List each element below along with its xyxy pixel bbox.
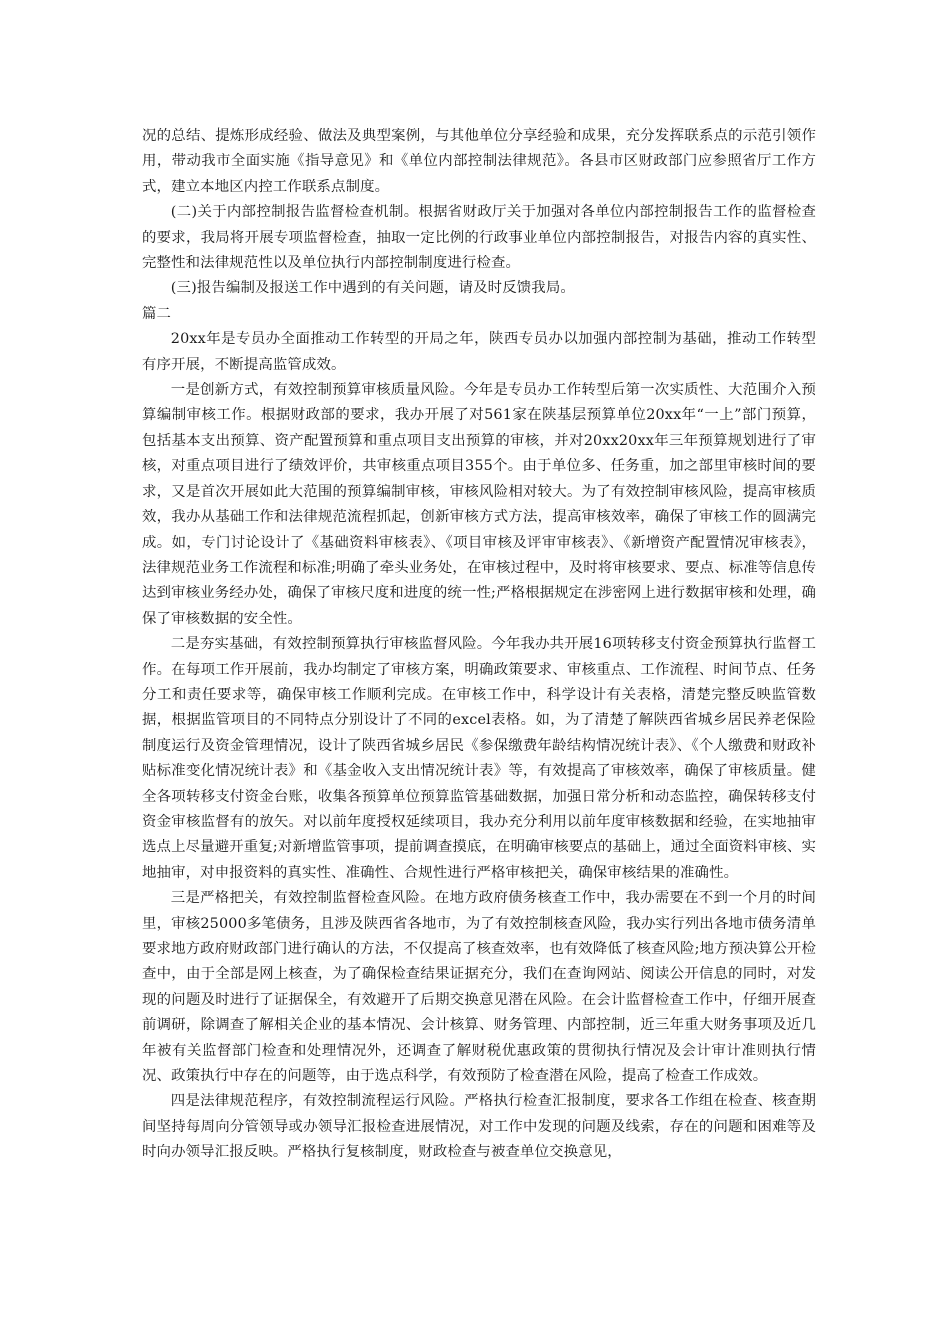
paragraph-section-intro: 20xx年是专员办全面推动工作转型的开局之年，陕西专员办以加强内部控制为基础，推动工作转型有序开展，不断提高监管成效。	[142, 331, 816, 373]
paragraph-item-two: (二)关于内部控制报告监督检查机制。根据省财政厅关于加强对各单位内部控制报告工作的监督检查的要求，我局将开展专项监督检查，抽取一定比例的行政事业单位内部控制报告，对报告内容的真实性、完整性和法律规范性以及单位执行内部控制制度进行检查。	[142, 204, 816, 272]
paragraph-intro-continuation: 况的总结、提炼形成经验、做法及典型案例，与其他单位分享经验和成果，充分发挥联系点的示范引领作用，带动我市全面实施《指导意见》和《单位内部控制法律规范》。各县市区财政部门应参照省厅工作方式，建立本地区内控工作联系点制度。	[142, 128, 816, 195]
document-body	[142, 124, 816, 1166]
paragraph-point-one: 一是创新方式，有效控制预算审核质量风险。今年是专员办工作转型后第一次实质性、大范围介入预算编制审核工作。根据财政部的要求，我办开展了对561家在陕基层预算单位20xx年“一上”部门预算，包括基本支出预算、资产配置预算和重点项目支出预算的审核，并对20xx20xx年三年预算规划进行了审核，对重点项目进行了绩效评价，共审核重点项目355个。由于单位多、任务重，加之部里审核时间的要求，又是首次开展如此大范围的预算编制审核，审核风险相对较大。为了有效控制审核风险，提高审核质效，我办从基础工作和法律规范流程抓起，创新审核方式方法，提高审核效率，确保了审核工作的圆满完成。如，专门讨论设计了《基础资料审核表》、《项目审核及评审审核表》、《新增资产配置情况审核表》，法律规范业务工作流程和标准;明确了牵头业务处，在审核过程中，及时将审核要求、要点、标准等信息传达到审核业务经办处，确保了审核尺度和进度的统一性;严格根据规定在涉密网上进行数据审核和处理，确保了审核数据的安全性。	[142, 382, 816, 627]
paragraph-point-three: 三是严格把关，有效控制监督检查风险。在地方政府债务核查工作中，我办需要在不到一个月的时间里，审核25000多笔债务，且涉及陕西省各地市，为了有效控制核查风险，我办实行列出各地市债务清单要求地方政府财政部门进行确认的方法，不仅提高了核查效率，也有效降低了核查风险;地方预决算公开检查中，由于全部是网上核查，为了确保检查结果证据充分，我们在查询网站、阅读公开信息的同时，对发现的问题及时进行了证据保全，有效避开了后期交换意见潜在风险。在会计监督检查工作中，仔细开展查前调研，除调查了解相关企业的基本情况、会计核算、财务管理、内部控制，近三年重大财务事项及近几年被有关监督部门检查和处理情况外，还调查了解财税优惠政策的贯彻执行情况及会计审计准则执行情况、政策执行中存在的问题等，由于选点科学，有效预防了检查潜在风险，提高了检查工作成效。	[142, 890, 816, 1085]
section-heading: 篇二	[142, 305, 172, 322]
paragraph-point-two: 二是夯实基础，有效控制预算执行审核监督风险。今年我办共开展16项转移支付资金预算执行监督工作。在每项工作开展前，我办均制定了审核方案，明确政策要求、审核重点、工作流程、时间节点、任务分工和责任要求等，确保审核工作顺利完成。在审核工作中，科学设计有关表格，清楚完整反映监管数据，根据监管项目的不同特点分别设计了不同的excel表格。如，为了清楚了解陕西省城乡居民养老保险制度运行及资金管理情况，设计了陕西省城乡居民《参保缴费年龄结构情况统计表》、《个人缴费和财政补贴标准变化情况统计表》和《基金收入支出情况统计表》等，有效提高了审核效率，确保了审核质量。健全各项转移支付资金台账，收集各预算单位预算监管基础数据，加强日常分析和动态监控，确保转移支付资金审核监督有的放矢。对以前年度授权延续项目，我办充分利用以前年度审核数据和经验，在实地抽审选点上尽量避开重复;对新增监管事项，提前调查摸底，在明确审核要点的基础上，通过全面资料审核、实地抽审，对申报资料的真实性、准确性、合规性进行严格审核把关，确保审核结果的准确性。	[142, 636, 816, 881]
paragraph-point-four: 四是法律规范程序，有效控制流程运行风险。严格执行检查汇报制度，要求各工作组在检查、核查期间坚持每周向分管领导或办领导汇报检查进展情况，对工作中发现的问题及线索，存在的问题和困难等及时向办领导汇报反映。严格执行复核制度，财政检查与被查单位交换意见，	[142, 1093, 816, 1161]
paragraph-item-three: (三)报告编制及报送工作中遇到的有关问题，请及时反馈我局。	[170, 280, 575, 297]
